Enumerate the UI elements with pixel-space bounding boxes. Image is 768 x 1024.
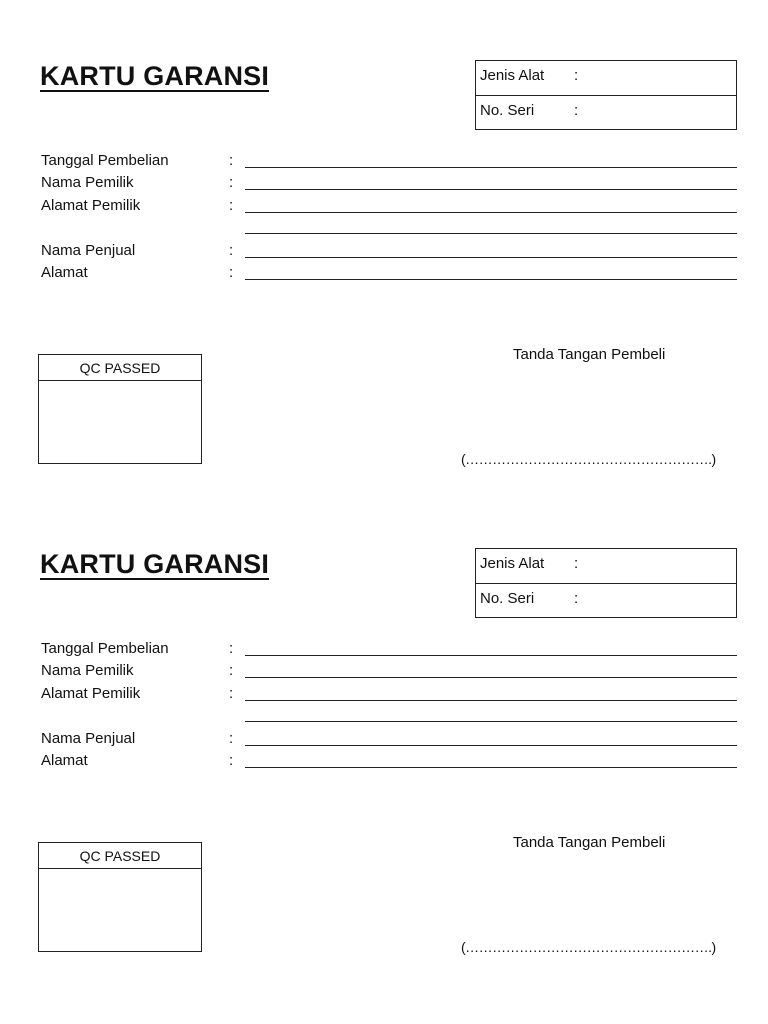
purchase-date-line[interactable] [245, 167, 737, 168]
owner-name-label: Nama Pemilik [41, 662, 134, 679]
seller-address-label: Alamat [41, 752, 88, 769]
serial-number-row[interactable] [476, 95, 736, 129]
colon: : [229, 242, 234, 259]
seller-address-field[interactable] [41, 263, 737, 285]
seller-name-label: Nama Penjual [41, 242, 136, 259]
device-type-row[interactable] [476, 549, 736, 583]
owner-name-field[interactable] [41, 661, 737, 683]
seller-name-field[interactable] [41, 729, 737, 751]
card-title: KARTU GARANSI [40, 549, 270, 579]
purchase-date-label: Tanggal Pembelian [41, 152, 169, 169]
owner-name-line[interactable] [245, 677, 737, 678]
colon: : [229, 152, 234, 169]
buyer-signature-label: Tanda Tangan Pembeli [513, 834, 666, 851]
purchase-date-field[interactable] [41, 639, 737, 661]
owner-name-line[interactable] [245, 189, 737, 190]
buyer-signature-line[interactable]: (……………………………………………….) [461, 451, 716, 467]
warranty-card [0, 0, 768, 488]
colon: : [229, 174, 234, 191]
owner-name-field[interactable] [41, 173, 737, 195]
purchase-date-line[interactable] [245, 655, 737, 656]
qc-passed-label: QC PASSED [39, 355, 201, 381]
seller-address-line[interactable] [245, 767, 737, 768]
seller-name-line[interactable] [245, 257, 737, 258]
card-title: KARTU GARANSI [40, 61, 270, 91]
serial-number-row[interactable] [476, 583, 736, 617]
buyer-signature-line[interactable]: (……………………………………………….) [461, 939, 716, 955]
seller-address-field[interactable] [41, 751, 737, 773]
owner-address-line[interactable] [245, 700, 737, 701]
colon: : [574, 555, 579, 572]
qc-passed-box [38, 354, 202, 464]
owner-name-label: Nama Pemilik [41, 174, 134, 191]
seller-name-label: Nama Penjual [41, 730, 136, 747]
buyer-signature-label: Tanda Tangan Pembeli [513, 346, 666, 363]
colon: : [229, 685, 234, 702]
warranty-card [0, 488, 768, 976]
device-info-box [475, 60, 737, 130]
colon: : [229, 752, 234, 769]
qc-passed-label: QC PASSED [39, 843, 201, 869]
owner-address-line-2[interactable] [245, 721, 737, 722]
device-info-box [475, 548, 737, 618]
colon: : [574, 590, 579, 607]
device-type-label: Jenis Alat [480, 67, 545, 84]
purchase-date-field[interactable] [41, 151, 737, 173]
owner-address-field[interactable] [41, 196, 737, 218]
owner-address-field[interactable] [41, 684, 737, 706]
purchase-date-label: Tanggal Pembelian [41, 640, 169, 657]
colon: : [229, 264, 234, 281]
seller-name-line[interactable] [245, 745, 737, 746]
qc-passed-box [38, 842, 202, 952]
colon: : [574, 67, 579, 84]
device-type-row[interactable] [476, 61, 736, 95]
owner-address-label: Alamat Pemilik [41, 685, 141, 702]
colon: : [229, 197, 234, 214]
seller-address-line[interactable] [245, 279, 737, 280]
colon: : [574, 102, 579, 119]
colon: : [229, 730, 234, 747]
serial-number-label: No. Seri [480, 590, 535, 607]
seller-address-label: Alamat [41, 264, 88, 281]
colon: : [229, 662, 234, 679]
device-type-label: Jenis Alat [480, 555, 545, 572]
serial-number-label: No. Seri [480, 102, 535, 119]
seller-name-field[interactable] [41, 241, 737, 263]
owner-address-line[interactable] [245, 212, 737, 213]
owner-address-label: Alamat Pemilik [41, 197, 141, 214]
colon: : [229, 640, 234, 657]
owner-address-line-2[interactable] [245, 233, 737, 234]
